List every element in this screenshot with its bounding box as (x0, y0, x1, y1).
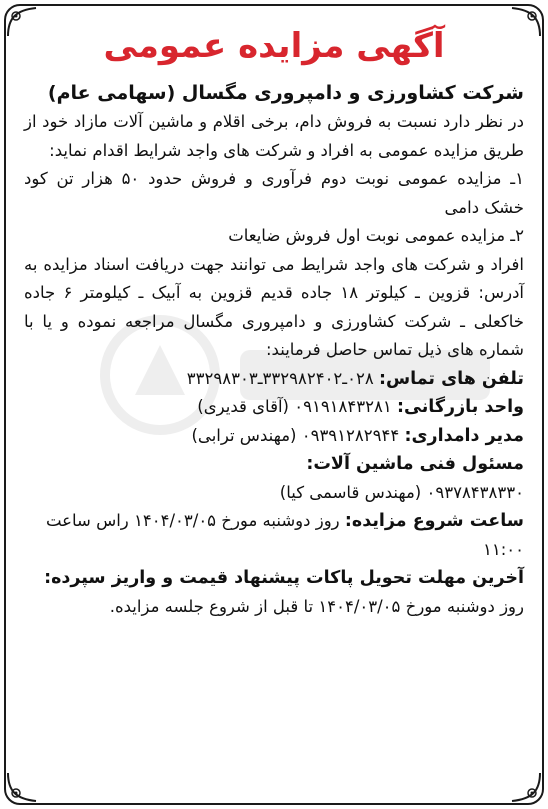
start-line (24, 507, 524, 564)
company-name: شرکت کشاورزی و دامپروری مگسال (سهامی عام) (47, 82, 524, 104)
livestock-label: مدیر دامداری: (404, 425, 524, 446)
machinery-label: مسئول فنی ماشین آلات: (306, 454, 524, 474)
deadline-line (24, 564, 524, 621)
auction-item-2: ۲ـ مزایده عمومی نوبت اول فروش ضایعات (228, 226, 524, 245)
start-label: ساعت شروع مزایده: (344, 511, 524, 531)
commerce-label: واحد بازرگانی: (396, 397, 524, 417)
instructions-paragraph: افراد و شرکت های واجد شرایط می توانند جهت دریافت اسناد مزایده به آدرس: قزوین ـ کیلوتر ۱۸ جاده قدیم قزوین به آبیک ـ کیلومتر ۶ جاده خاکعلی ـ شرکت کشاورزی و دامپروری مگسال مراجعه نموده و یا با شماره های ذیل تماس حاصل فرمایند: (24, 254, 525, 359)
commerce-value: ۰۹۱۹۱۸۴۳۲۸۱ (آقای قدیری) (197, 397, 392, 416)
corner-ornament-icon (508, 769, 542, 803)
deadline-value: روز دوشنبه مورخ ۱۴۰۴/۰۳/۰۵ تا قبل از شروع جلسه مزایده. (109, 596, 524, 616)
commerce-line (24, 393, 524, 422)
phones-label: تلفن های تماس: (378, 368, 524, 389)
livestock-line (24, 422, 524, 451)
start-value: روز دوشنبه مورخ ۱۴۰۴/۰۳/۰۵ راس ساعت ۱۱:۰۰ (45, 511, 524, 559)
ad-content (24, 18, 524, 621)
machinery-line (24, 450, 524, 507)
intro-paragraph: در نظر دارد نسبت به فروش دام، برخی اقلام و ماشین آلات مازاد خود از طریق مزایده عمومی به افراد و شرکت های واجد شرایط اقدام نماید: (24, 112, 524, 160)
page-title: آگهی مزایده عمومی (103, 26, 445, 66)
corner-ornament-icon (6, 769, 40, 803)
phones-value: ۰۲۸ـ۳۳۲۹۸۲۴۰۲ـ۳۳۲۹۸۳۰۳ (186, 368, 374, 388)
livestock-value: ۰۹۳۹۱۲۸۲۹۴۴ (مهندس ترابی) (191, 425, 400, 445)
deadline-label: آخرین مهلت تحویل پاکات پیشنهاد قیمت و واریز سپرده: (44, 568, 524, 588)
auction-item-1: ۱ـ مزایده عمومی نوبت دوم فرآوری و فروش حدود ۵۰ هزار تن کود خشک دامی (24, 169, 524, 217)
machinery-value: ۰۹۳۷۸۴۳۸۳۳۰ (مهندس قاسمی کیا) (279, 482, 524, 502)
phones-line (24, 365, 524, 394)
